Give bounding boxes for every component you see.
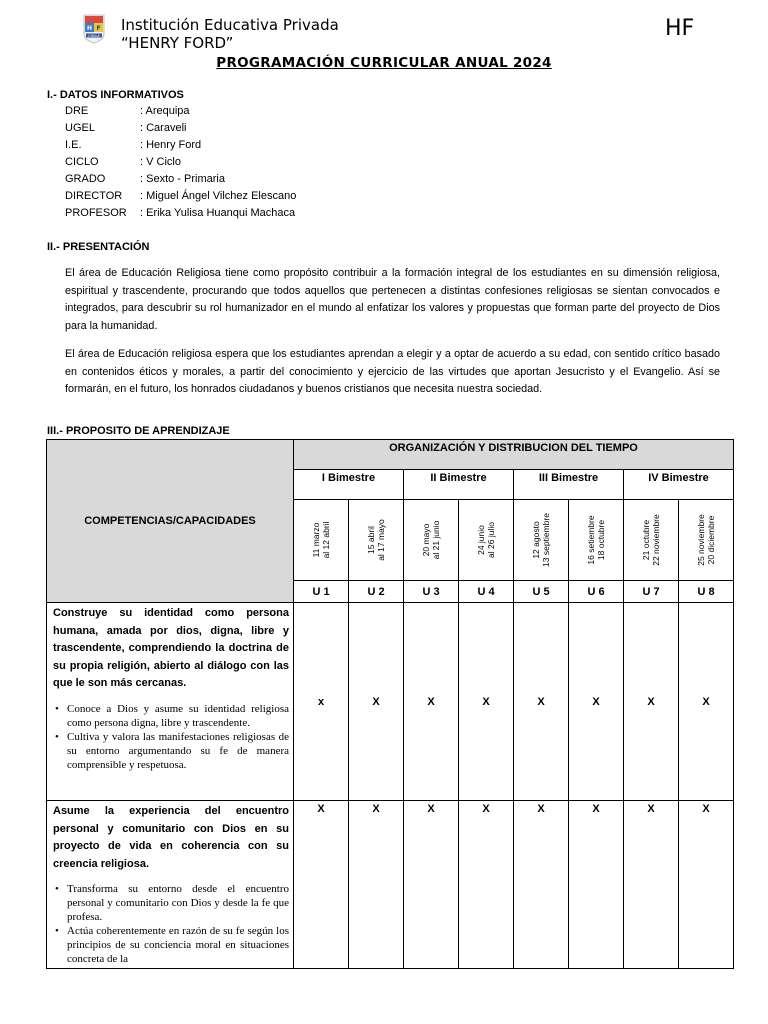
date-line: al 26 julio <box>486 522 496 558</box>
unit-mark: x <box>294 603 349 801</box>
info-row-director <box>65 188 296 205</box>
unit-header: U 2 <box>349 581 404 603</box>
competencia-title: Asume la experiencia del encuentro personal y comunitario con Dios en su proyecto de vida en coherencia con su creencia religiosa. <box>53 805 289 870</box>
info-row-ugel <box>65 120 296 137</box>
list-item: • Conoce a Dios y asume su identidad religiosa como persona digna, libre y trascendente. <box>65 702 289 730</box>
capacidades-list <box>53 882 289 966</box>
svg-text:F: F <box>96 25 101 32</box>
date-line: 24 junio <box>476 525 486 555</box>
bimestre-header: I Bimestre <box>294 470 404 500</box>
info-key: I.E. <box>65 139 82 151</box>
table-row <box>47 801 734 969</box>
date-line: 18 octubre <box>596 519 606 561</box>
unit-header: U 4 <box>459 581 514 603</box>
info-key: GRADO <box>65 173 106 185</box>
date-range-cell <box>349 500 404 581</box>
info-row-ie <box>65 137 296 154</box>
datos-informativos-list <box>65 103 296 222</box>
info-row-ciclo <box>65 154 296 171</box>
unit-header: U 3 <box>404 581 459 603</box>
presentacion-paragraph-2: El área de Educación religiosa espera que los estudiantes aprendan a elegir y a optar de acuerdo a su edad, con sentido crítico basado en contenidos éticos y morales, a partir del conocimiento y ejercicio de las virtudes que aportan Jesucristo y el Evangelio. Así se formarán, en el futuro, los honrados ciudadanos y buenos cristianos que necesita nuestra sociedad. <box>65 348 720 395</box>
date-line: 20 mayo <box>421 523 431 557</box>
date-line: 25 noviembre <box>696 514 706 566</box>
bimestre-header: II Bimestre <box>404 470 514 500</box>
unit-mark: X <box>514 603 569 801</box>
date-range-cell <box>514 500 569 581</box>
date-line: 21 octubre <box>641 519 651 561</box>
institution-name <box>121 16 339 52</box>
date-line: 15 abril <box>366 526 376 554</box>
logo-text: CHALA <box>88 33 100 38</box>
info-key: PROFESOR <box>65 207 127 219</box>
list-item: • Transforma su entorno desde el encuentro personal y comunitario con Dios y desde la fe que profesa. <box>65 882 289 924</box>
unit-header: U 5 <box>514 581 569 603</box>
capacidades-list <box>53 702 289 772</box>
unit-mark: X <box>679 801 734 969</box>
unit-mark: X <box>404 603 459 801</box>
school-logo-icon <box>82 14 106 44</box>
unit-mark: X <box>679 603 734 801</box>
date-range-cell <box>569 500 624 581</box>
list-item: • Actúa coherentemente en razón de su fe según los principios de su conciencia moral en situaciones concreta de la <box>65 924 289 966</box>
unit-header: U 7 <box>624 581 679 603</box>
info-key: DIRECTOR <box>65 190 123 202</box>
info-value: : Sexto - Primaria <box>140 173 225 185</box>
bimestre-header: IV Bimestre <box>624 470 734 500</box>
institution-line-1: Institución Educativa Privada <box>121 16 339 34</box>
corner-mark: HF <box>665 16 695 41</box>
competencia-cell <box>47 801 294 969</box>
info-value: : Erika Yulisa Huanqui Machaca <box>140 207 296 219</box>
document-title-text: PROGRAMACIÓN CURRICULAR ANUAL 2024 <box>216 55 552 71</box>
date-range-cell <box>459 500 514 581</box>
unit-mark: X <box>294 801 349 969</box>
date-range-cell <box>404 500 459 581</box>
date-line: al 17 mayo <box>376 519 386 561</box>
date-line: 20 diciembre <box>706 515 716 565</box>
unit-mark: X <box>514 801 569 969</box>
date-line: 22 noviembre <box>651 514 661 566</box>
info-row-dre <box>65 103 296 120</box>
unit-mark: X <box>459 801 514 969</box>
table-row <box>47 603 734 801</box>
unit-mark: X <box>404 801 459 969</box>
info-row-grado <box>65 171 296 188</box>
presentacion-paragraph-1: El área de Educación Religiosa tiene como propósito contribuir a la formación integral de los estudiantes en su dimensión religiosa, espiritual y trascendente, procurando que todos aquellos que pertenecen a distintas confesiones religiosas se sientan convocados e integrados, para descubrir su rol humanizador en el mundo al enfatizar los valores y propuestas que forman parte del proyecto de Dios para la humanidad. <box>65 267 720 332</box>
bimestre-header: III Bimestre <box>514 470 624 500</box>
date-line: 16 setiembre <box>586 515 596 565</box>
unit-mark: X <box>624 801 679 969</box>
competencia-title: Construye su identidad como persona humana, amada por dios, digna, libre y trascendente, comprendiendo la doctrina de su propia religión, abierto al diálogo con las que le son más cercanas. <box>53 607 289 689</box>
date-range-cell <box>679 500 734 581</box>
info-key: CICLO <box>65 156 99 168</box>
unit-mark: X <box>349 801 404 969</box>
info-value: : Caraveli <box>140 122 187 134</box>
unit-mark: X <box>569 801 624 969</box>
institution-line-2: “HENRY FORD” <box>121 34 234 52</box>
date-line: 11 marzo <box>311 522 321 558</box>
unit-mark: X <box>459 603 514 801</box>
section-heading-presentacion: II.- PRESENTACIÓN <box>47 241 150 253</box>
info-value: : Henry Ford <box>140 139 202 151</box>
unit-mark: X <box>624 603 679 801</box>
unit-header: U 1 <box>294 581 349 603</box>
info-row-profesor <box>65 205 296 222</box>
info-key: UGEL <box>65 122 95 134</box>
section-heading-proposito: III.- PROPOSITO DE APRENDIZAJE <box>47 425 230 437</box>
info-value: : V Ciclo <box>140 156 181 168</box>
unit-mark: X <box>349 603 404 801</box>
date-range-cell <box>294 500 349 581</box>
info-key: DRE <box>65 105 89 117</box>
unit-header: U 8 <box>679 581 734 603</box>
date-line: al 12 abril <box>321 521 331 559</box>
competencias-header: COMPETENCIAS/CAPACIDADES <box>47 440 294 603</box>
date-line: 13 septiembre <box>541 513 551 567</box>
info-value: : Arequipa <box>140 105 190 117</box>
svg-text:H: H <box>86 25 93 32</box>
date-range-cell <box>624 500 679 581</box>
info-value: : Miguel Ángel Vilchez Elescano <box>140 190 297 202</box>
org-header: ORGANIZACIÓN Y DISTRIBUCION DEL TIEMPO <box>294 440 734 470</box>
date-line: 12 agosto <box>531 521 541 559</box>
unit-header: U 6 <box>569 581 624 603</box>
section-heading-datos: I.- DATOS INFORMATIVOS <box>47 89 184 101</box>
unit-mark: X <box>569 603 624 801</box>
competencia-cell <box>47 603 294 801</box>
document-title <box>0 55 768 71</box>
list-item: • Cultiva y valora las manifestaciones religiosas de su entorno argumentando su fe de manera comprensible y respetuosa. <box>65 730 289 772</box>
proposito-table <box>46 439 734 969</box>
date-line: al 21 junio <box>431 520 441 560</box>
